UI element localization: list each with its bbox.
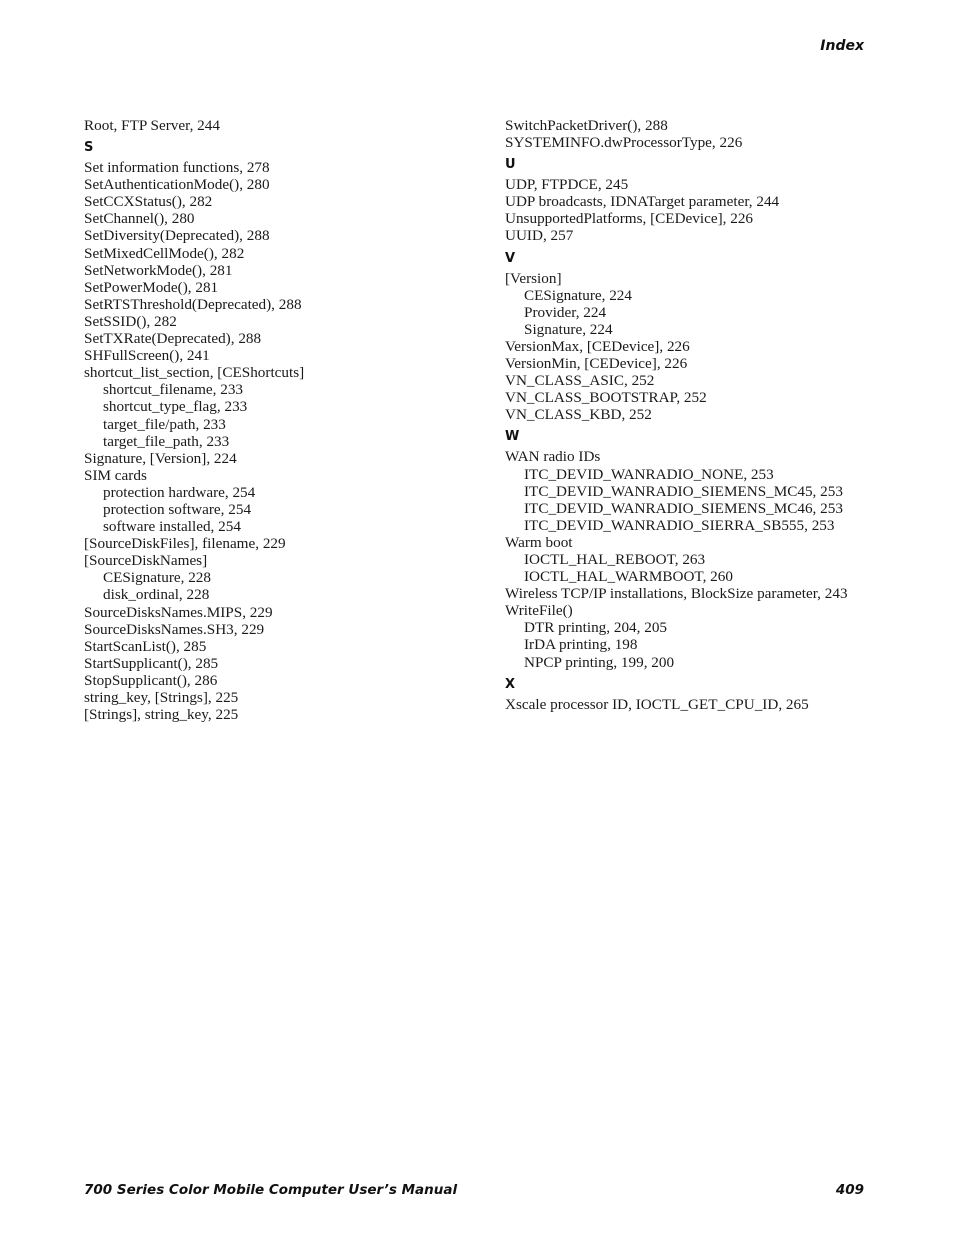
index-entry: [Version] bbox=[505, 269, 562, 287]
index-entry: VN_CLASS_ASIC, 252 bbox=[505, 372, 655, 390]
index-entry: SetNetworkMode(), 281 bbox=[84, 261, 233, 279]
footer-page-number: 409 bbox=[835, 1182, 864, 1198]
index-entry: UDP, FTPDCE, 245 bbox=[505, 176, 629, 194]
index-subentry: Provider, 224 bbox=[524, 303, 607, 321]
index-subentry: target_file_path, 233 bbox=[103, 432, 230, 450]
index-entry: SetCCXStatus(), 282 bbox=[84, 193, 213, 211]
index-subentry: NPCP printing, 199, 200 bbox=[524, 653, 675, 671]
index-entry: shortcut_list_section, [CEShortcuts] bbox=[84, 364, 305, 382]
index-entry: VN_CLASS_BOOTSTRAP, 252 bbox=[505, 389, 707, 407]
index-letter-heading: W bbox=[505, 429, 520, 445]
index-subentry: ITC_DEVID_WANRADIO_SIEMENS_MC45, 253 bbox=[524, 482, 843, 500]
index-entry: StartScanList(), 285 bbox=[84, 637, 207, 655]
index-subentry: disk_ordinal, 228 bbox=[103, 586, 210, 604]
index-entry: UDP broadcasts, IDNATarget parameter, 244 bbox=[505, 193, 780, 211]
index-letter-heading: V bbox=[505, 250, 516, 266]
index-subentry: protection hardware, 254 bbox=[103, 483, 256, 501]
index-subentry: IOCTL_HAL_REBOOT, 263 bbox=[524, 550, 706, 568]
index-entry: SetAuthenticationMode(), 280 bbox=[84, 176, 270, 194]
index-entry: VersionMin, [CEDevice], 226 bbox=[505, 355, 688, 373]
index-entry: string_key, [Strings], 225 bbox=[84, 689, 239, 706]
index-entry: StartSupplicant(), 285 bbox=[84, 654, 219, 672]
index-entry: Root, FTP Server, 244 bbox=[84, 117, 220, 134]
index-entry: SetPowerMode(), 281 bbox=[84, 278, 219, 296]
index-entry: [SourceDiskFiles], filename, 229 bbox=[84, 535, 286, 553]
index-subentry: ITC_DEVID_WANRADIO_SIEMENS_MC46, 253 bbox=[524, 499, 843, 517]
index-entry: SourceDisksNames.MIPS, 229 bbox=[84, 603, 273, 621]
index-entry: SourceDisksNames.SH3, 229 bbox=[84, 620, 265, 638]
index-entry: Xscale processor ID, IOCTL_GET_CPU_ID, 265 bbox=[505, 695, 809, 713]
index-entry: VN_CLASS_KBD, 252 bbox=[505, 406, 652, 424]
running-head-section: Index bbox=[820, 38, 864, 54]
index-letter-heading: X bbox=[505, 676, 516, 692]
index-entry: [Strings], string_key, 225 bbox=[84, 706, 239, 724]
index-entry: SetChannel(), 280 bbox=[84, 210, 195, 228]
index-entry: UnsupportedPlatforms, [CEDevice], 226 bbox=[505, 210, 754, 228]
index-entry: [SourceDiskNames] bbox=[84, 552, 208, 570]
index-letter-heading: U bbox=[505, 157, 516, 173]
index-letter-heading: S bbox=[84, 140, 94, 156]
index-entry: SetTXRate(Deprecated), 288 bbox=[84, 330, 262, 348]
index-entry: SYSTEMINFO.dwProcessorType, 226 bbox=[505, 134, 743, 152]
index-subentry: DTR printing, 204, 205 bbox=[524, 619, 668, 637]
index-entry: Set information functions, 278 bbox=[84, 159, 270, 177]
index-entry: WAN radio IDs bbox=[505, 448, 601, 466]
index-entry: Signature, [Version], 224 bbox=[84, 449, 237, 467]
index-entry: SetRTSThreshold(Deprecated), 288 bbox=[84, 295, 302, 313]
index-entry: WriteFile() bbox=[505, 602, 573, 620]
index-subentry: target_file/path, 233 bbox=[103, 415, 226, 433]
index-entry: SHFullScreen(), 241 bbox=[84, 347, 210, 365]
index-entry: SwitchPacketDriver(), 288 bbox=[505, 117, 668, 134]
index-entry: Warm boot bbox=[505, 533, 573, 551]
index-subentry: ITC_DEVID_WANRADIO_SIERRA_SB555, 253 bbox=[524, 516, 835, 534]
index-subentry: ITC_DEVID_WANRADIO_NONE, 253 bbox=[524, 465, 774, 483]
index-entry: SetDiversity(Deprecated), 288 bbox=[84, 227, 270, 245]
index-subentry: IOCTL_HAL_WARMBOOT, 260 bbox=[524, 568, 733, 586]
index-subentry: CESignature, 224 bbox=[524, 286, 632, 304]
index-column-right bbox=[505, 117, 925, 713]
index-entry: SetSSID(), 282 bbox=[84, 312, 177, 330]
footer-manual-title: 700 Series Color Mobile Computer User’s Manual bbox=[84, 1182, 458, 1198]
index-subentry: software installed, 254 bbox=[103, 518, 241, 536]
index-entry: SIM cards bbox=[84, 466, 147, 484]
index-entry: SetMixedCellMode(), 282 bbox=[84, 244, 245, 262]
index-entry: VersionMax, [CEDevice], 226 bbox=[505, 337, 690, 355]
index-subentry: shortcut_filename, 233 bbox=[103, 381, 244, 399]
index-subentry: protection software, 254 bbox=[103, 500, 252, 518]
index-entry: Wireless TCP/IP installations, BlockSize parameter, 243 bbox=[505, 585, 848, 603]
index-entry: StopSupplicant(), 286 bbox=[84, 671, 218, 689]
index-entry: UUID, 257 bbox=[505, 227, 574, 245]
index-subentry: Signature, 224 bbox=[524, 320, 613, 338]
index-column-left bbox=[84, 117, 484, 723]
index-subentry: IrDA printing, 198 bbox=[524, 636, 638, 654]
index-subentry: CESignature, 228 bbox=[103, 569, 211, 587]
index-subentry: shortcut_type_flag, 233 bbox=[103, 398, 248, 416]
